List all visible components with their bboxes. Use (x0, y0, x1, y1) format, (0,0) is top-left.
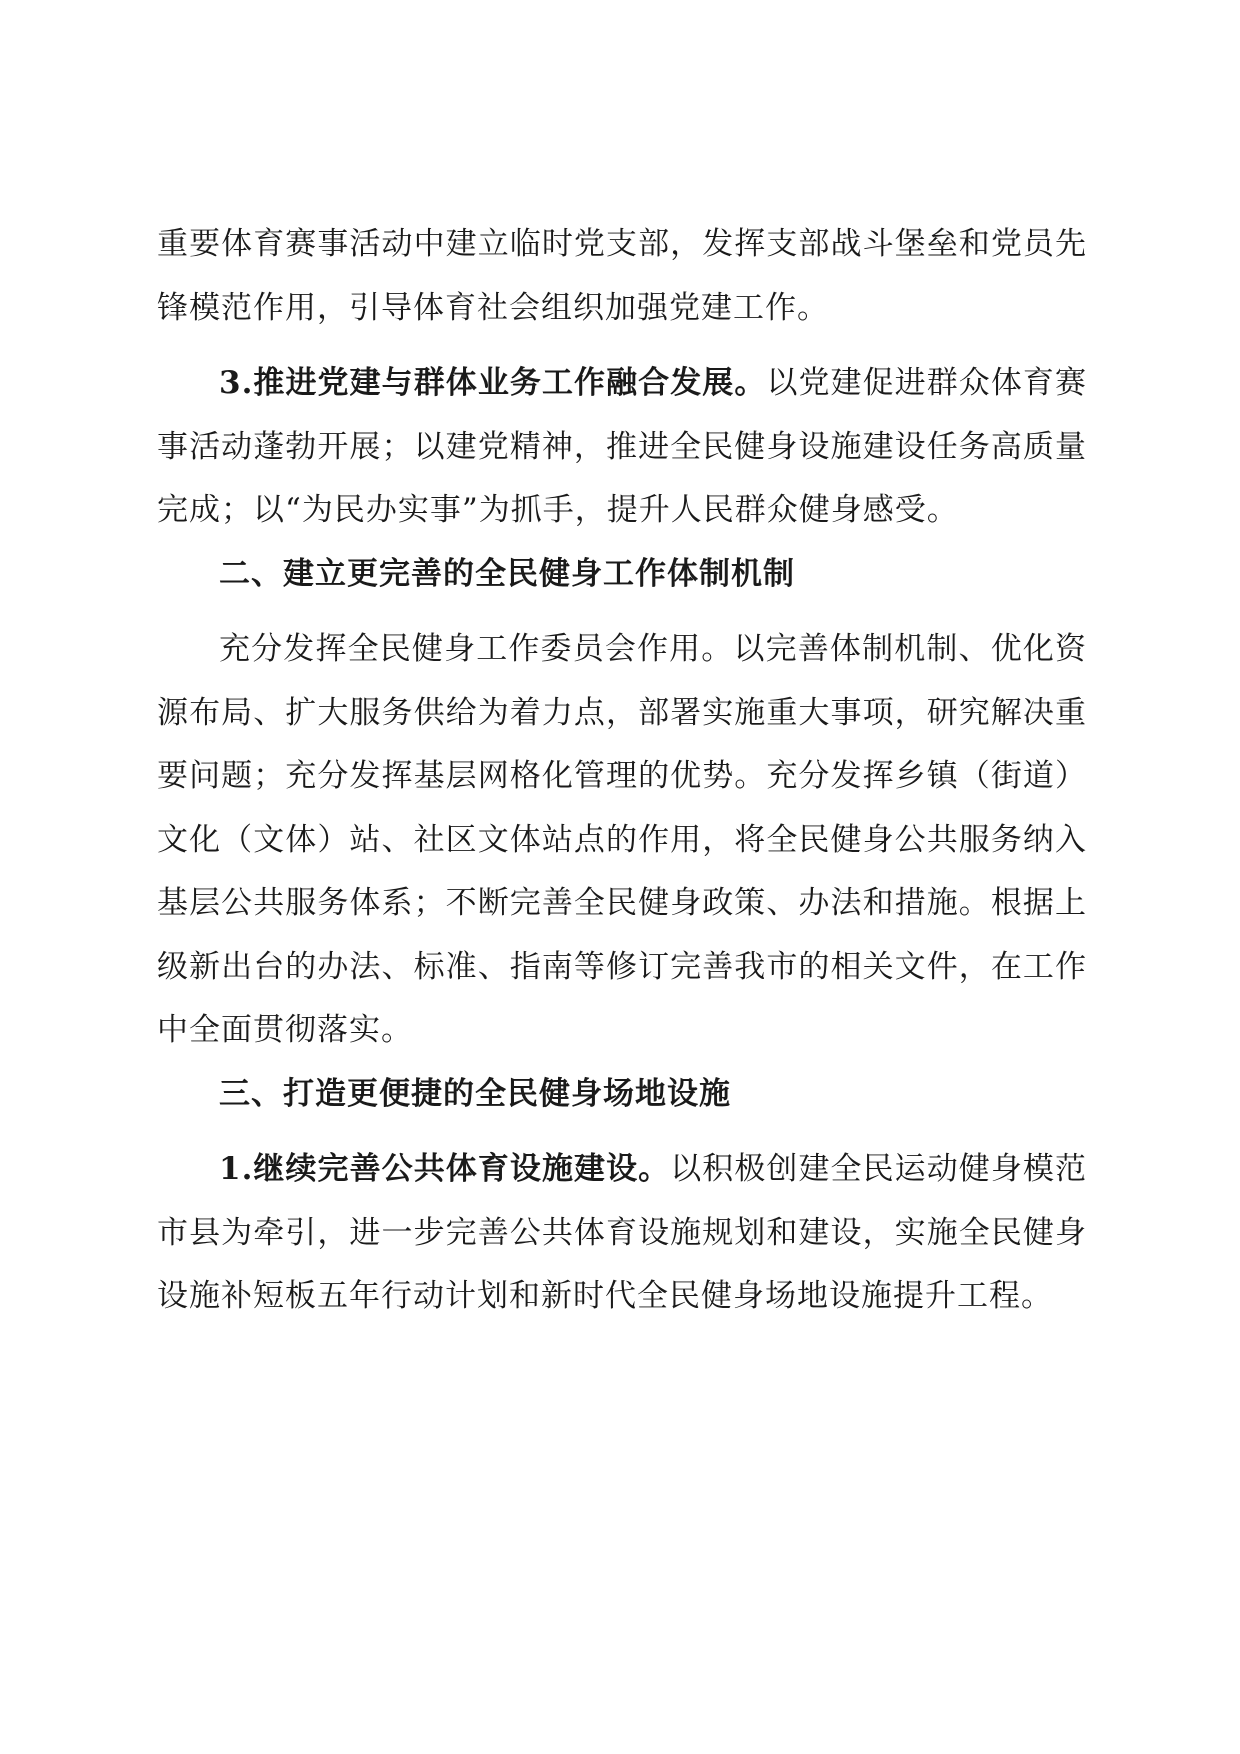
paragraph-facilities (157, 1138, 1087, 1329)
paragraph-party-branch (157, 213, 1087, 340)
paragraph-text: 重要体育赛事活动中建立临时党支部，发挥支部战斗堡垒和党员先锋模范作用，引导体育社会组织加强党建工作。 (157, 226, 1087, 326)
section-heading-facilities: 三、打造更便捷的全民健身场地设施 (219, 1075, 731, 1112)
paragraph-text: 以党建促进群众体育赛事活动蓬勃开展；以建党精神，推进全民健身设施建设任务高质量完成；以“为民办实事”为抓手，提升人民群众健身感受。 (157, 365, 1087, 528)
paragraph-lead: 1.继续完善公共体育设施建设。 (219, 1151, 671, 1187)
paragraph-integration (157, 352, 1087, 543)
paragraph-mechanism (157, 618, 1087, 1063)
paragraph-text: 充分发挥全民健身工作委员会作用。以完善体制机制、优化资源布局、扩大服务供给为着力点，部署实施重大事项，研究解决重要问题；充分发挥基层网格化管理的优势。充分发挥乡镇（街道）文化（文体）站、社区文体站点的作用，将全民健身公共服务纳入基层公共服务体系；不断完善全民健身政策、办法和措施。根据上级新出台的办法、标准、指南等修订完善我市的相关文件，在工作中全面贯彻落实。 (157, 631, 1087, 1048)
paragraph-lead: 3.推进党建与群体业务工作融合发展。 (219, 365, 767, 401)
document-page (157, 213, 1087, 1329)
section-heading-mechanism: 二、建立更完善的全民健身工作体制机制 (219, 555, 795, 592)
paragraph-text: 以积极创建全民运动健身模范市县为牵引，进一步完善公共体育设施规划和建设，实施全民健身设施补短板五年行动计划和新时代全民健身场地设施提升工程。 (157, 1151, 1087, 1314)
